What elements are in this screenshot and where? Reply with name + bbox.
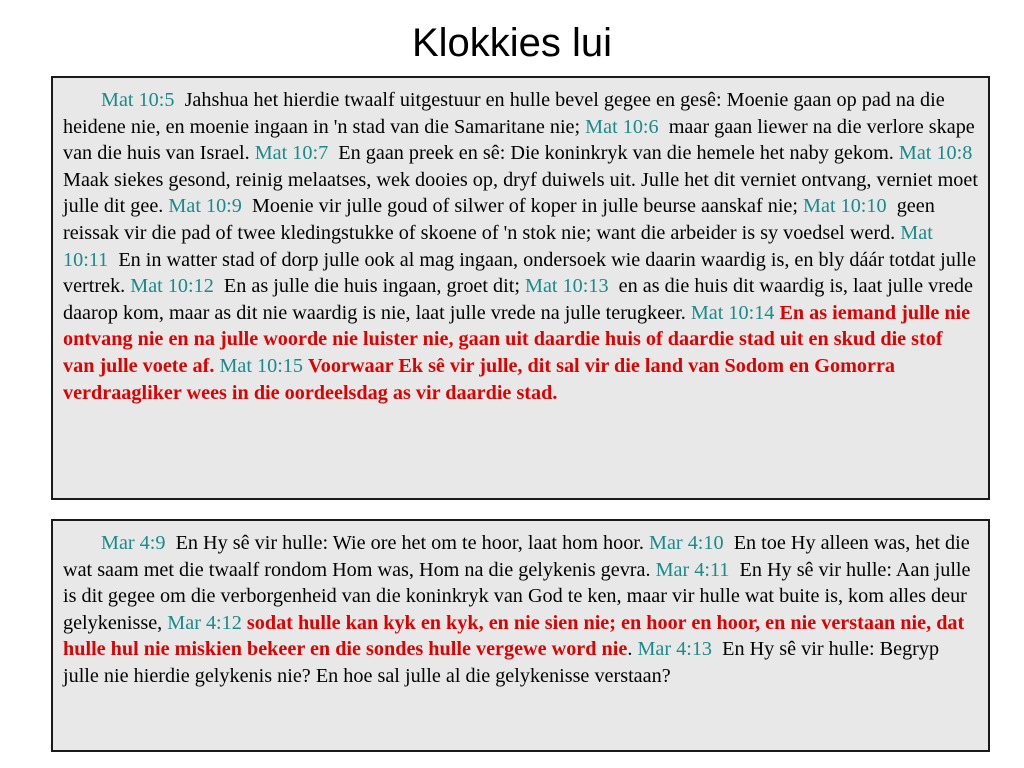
verse-ref: Mat 10:13 — [525, 275, 609, 298]
verse-text: En Hy sê vir hulle: Wie ore het om te hoor, laat hom hoor. — [175, 532, 644, 554]
verse-ref: Mar 4:10 — [649, 532, 724, 554]
verse-text: En Hy sê vir hulle: Aan julle is dit gegee om die verborgenheid van die koninkryk van God te ken, maar vir hulle wat buite is, kom alles deur gelykenisse, — [63, 558, 971, 634]
verse-ref: Mat 10:9 — [168, 195, 242, 218]
verse-text: Maak siekes gesond, reinig melaatses, wek dooies op, dryf duiwels uit. Julle het dit verniet ontvang, verniet moet julle dit gee. — [63, 168, 978, 218]
verse-ref: Mat 10:11 — [63, 221, 933, 271]
verse-text: geen reissak vir die pad of twee kledingstukke of skoene of 'n stok nie; want die arbeider is sy voedsel werd. — [63, 195, 935, 244]
verse-text: Jahshua het hierdie twaalf uitgestuur en hulle bevel gegee en gesê: Moenie gaan op pad na die heidene nie, en moenie ingaan in 'n stad van die Samaritane nie; — [63, 89, 945, 138]
verse-ref: Mar 4:9 — [101, 532, 166, 554]
verse-ref: Mat 10:10 — [803, 195, 887, 218]
verse-text-emphasis: sodat hulle kan kyk en kyk, en nie sien nie; en hoor en hoor, en nie verstaan nie, dat hulle hul nie miskien bekeer en die sondes hulle vergewe word nie — [63, 611, 965, 661]
verse-text: En gaan preek en sê: Die koninkryk van die hemele het naby gekom. — [338, 142, 894, 165]
verse-text-emphasis: En as iemand julle nie ontvang nie en na julle woorde nie luister nie, gaan uit daardie huis of daardie stad uit en skud die stof van julle voete af. — [63, 301, 971, 377]
verse-ref: Mat 10:14 — [690, 301, 775, 324]
verse-tail: . — [627, 638, 633, 661]
verse-text: maar gaan liewer na die verlore skape van die huis van Israel. — [63, 115, 975, 165]
verse-ref: Mat 10:12 — [130, 275, 214, 298]
verse-text: En toe Hy alleen was, het die wat saam met die twaalf rondom Hom was, Hom na die gelykenis gevra. — [63, 532, 970, 581]
verse-text: En Hy sê vir hulle: Begryp julle nie hierdie gelykenis nie? En hoe sal julle al die gelykenisse verstaan? — [63, 638, 940, 687]
verse-text: En in watter stad of dorp julle ook al mag ingaan, ondersoek wie daarin waardig is, en bly dáár totdat julle vertrek. — [63, 248, 977, 298]
scripture-box-mark — [51, 519, 990, 752]
verse-ref: Mat 10:8 — [898, 142, 973, 165]
verse-ref: Mar 4:13 — [637, 638, 713, 661]
verse-ref: Mat 10:15 — [219, 354, 303, 377]
slide-title: Klokkies lui — [411, 21, 613, 65]
verse-ref: Mat 10:6 — [585, 115, 659, 138]
scripture-box-matthew — [51, 76, 990, 500]
verse-text-emphasis: Voorwaar Ek sê vir julle, dit sal vir die land van Sodom en Gomorra verdraagliker wees in die oordeelsdag as vir daardie stad. — [63, 354, 896, 404]
verse-ref: Mat 10:7 — [254, 142, 329, 165]
verse-text: En as julle die huis ingaan, groet dit; — [223, 275, 520, 298]
verse-ref: Mar 4:12 — [167, 611, 242, 634]
verse-ref: Mar 4:11 — [655, 558, 730, 581]
verse-text: en as die huis dit waardig is, laat julle vrede daarop kom, maar as dit nie waardig is nie, laat julle vrede na julle terugkeer. — [63, 275, 973, 324]
verse-ref: Mat 10:5 — [101, 89, 175, 111]
verse-text: Moenie vir julle goud of silwer of koper in julle beurse aanskaf nie; — [251, 195, 798, 218]
